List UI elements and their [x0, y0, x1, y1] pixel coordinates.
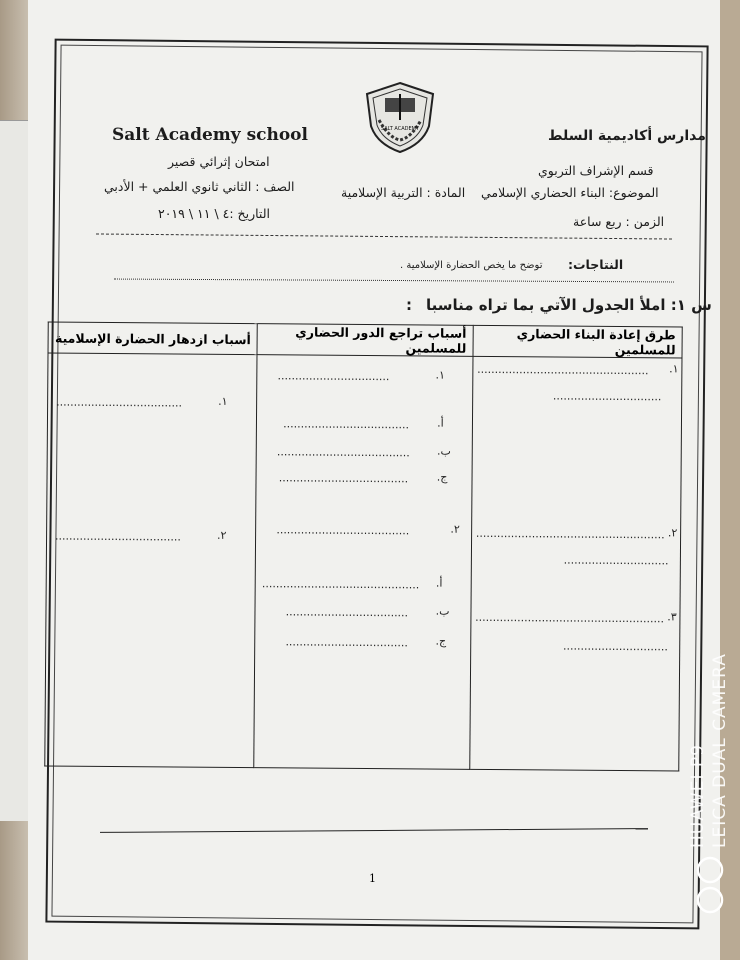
department: قسم الإشراف التربوي: [538, 163, 654, 178]
svg-text:SALT ACADEMY: SALT ACADEMY: [380, 126, 420, 132]
page-number: 1: [369, 872, 376, 885]
answer-blank[interactable]: ......................................................: [475, 610, 665, 626]
item-number: ١.: [218, 394, 228, 408]
item-number: ٣.: [667, 610, 677, 624]
answer-blank[interactable]: ...............................: [552, 389, 662, 404]
question-colon: :: [406, 296, 412, 314]
school-name-english: Salt Academy school: [112, 125, 308, 145]
answer-table: [44, 322, 682, 772]
item-number: ج.: [435, 634, 447, 648]
answer-blank[interactable]: .....................................: [278, 471, 409, 486]
school-crest-icon: [361, 80, 439, 154]
item-number: أ.: [435, 576, 443, 590]
outcomes-label: النتاجات:: [568, 257, 624, 272]
answer-blank[interactable]: .............................................: [261, 577, 420, 592]
camera-watermark: [680, 600, 740, 930]
item-number: ج.: [436, 470, 448, 484]
answer-blank[interactable]: ....................................: [283, 417, 410, 432]
answer-blank[interactable]: ......................................: [276, 445, 410, 460]
question-title: س ١: املأ الجدول الآتي بما تراه مناسبا: [426, 296, 712, 314]
school-name-arabic: مدارس أكاديمية السلط: [548, 128, 706, 144]
answer-blank[interactable]: ...................................: [285, 635, 408, 650]
header-decline-reasons: أسباب تراجع الدور الحضاري للمسلمين: [257, 324, 473, 357]
exam-date: التاريخ :٤ \ ١١ \ ٢٠١٩: [158, 206, 270, 221]
answer-blank[interactable]: ....................................: [55, 529, 182, 544]
item-number: ١.: [435, 368, 446, 382]
answer-blank[interactable]: ....................................: [56, 395, 183, 410]
subject: المادة : التربية الإسلامية: [341, 185, 466, 200]
item-number: ٢.: [450, 522, 460, 536]
column-decline-reasons: [254, 355, 473, 770]
exam-page: [28, 0, 730, 960]
item-number: ٢.: [667, 526, 678, 540]
topic: الموضوع: البناء الحضاري الإسلامي: [481, 185, 659, 200]
grade: الصف : الثاني ثانوي العلمي + الأدبي: [104, 179, 295, 194]
watermark-model: HUAWEI P9: [688, 744, 708, 848]
column-rebuild-methods: [470, 356, 682, 771]
watermark-circles-icon: [694, 856, 726, 916]
item-number: ١.: [669, 362, 679, 376]
header-rise-reasons: أسباب ازدهار الحضارة الإسلامية: [48, 322, 257, 355]
exam-duration: الزمن : ربع ساعة: [573, 214, 665, 229]
watermark-camera: LEICA DUAL CAMERA: [710, 653, 730, 848]
answer-blank[interactable]: ...................................: [285, 605, 409, 620]
exam-type: امتحان إثرائي قصير: [168, 154, 270, 169]
answer-blank[interactable]: ......................................................: [475, 526, 665, 542]
answer-blank[interactable]: .................................................: [477, 362, 649, 378]
header-rebuild-methods: طرق إعادة البناء الحضاري للمسلمين: [473, 325, 682, 358]
item-number: أ.: [437, 416, 444, 430]
answer-blank[interactable]: ......................................: [276, 523, 410, 538]
item-number: ب.: [435, 604, 450, 618]
item-number: ٢.: [217, 528, 227, 542]
answer-blank[interactable]: ..............................: [563, 553, 669, 568]
outcomes-text: توضح ما يخص الحضارة الإسلامية .: [400, 260, 543, 271]
answer-blank[interactable]: ................................: [277, 369, 390, 384]
item-number: ب.: [436, 444, 451, 458]
answer-blank[interactable]: ..............................: [562, 639, 668, 654]
column-rise-reasons: [45, 353, 257, 768]
